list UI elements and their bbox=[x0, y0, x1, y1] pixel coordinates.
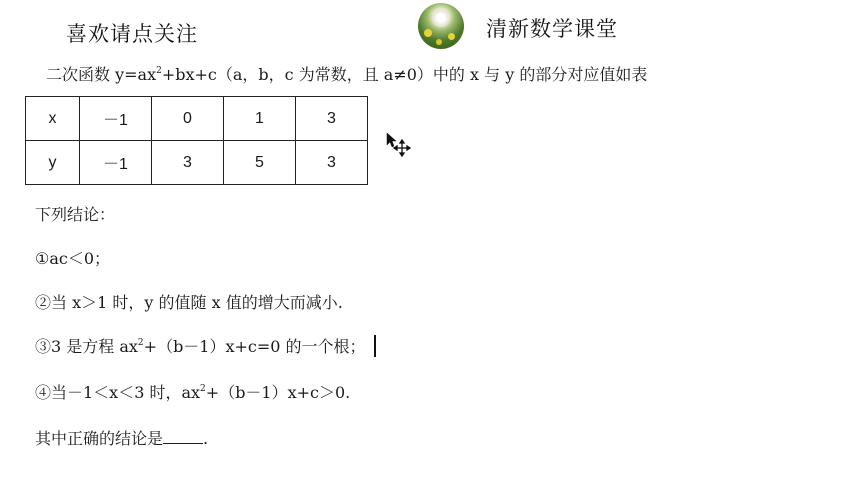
conclusions-intro: 下列结论： bbox=[35, 205, 116, 224]
table-header-cell: x bbox=[26, 97, 80, 141]
follow-prompt: 喜欢请点关注 bbox=[66, 22, 198, 46]
problem-stem bbox=[46, 62, 647, 85]
conclusion-4 bbox=[35, 380, 350, 403]
table-cell: －1 bbox=[80, 141, 152, 185]
stem-text-part2: +bx+c（a，b，c 为常数，且 a≠0）中的 x 与 y 的部分对应值如表 bbox=[161, 65, 648, 84]
conclusion-3-part2: +（b－1）x+c=0 的一个根； bbox=[143, 337, 366, 356]
table-cell: 3 bbox=[296, 97, 368, 141]
table-cell: 5 bbox=[224, 141, 296, 185]
conclusion-2: ②当 x＞1 时，y 的值随 x 值的增大而减小. bbox=[35, 293, 343, 312]
table-row-y bbox=[26, 141, 368, 185]
table-cell: 1 bbox=[224, 97, 296, 141]
conclusion-4-exponent: 2 bbox=[200, 384, 206, 394]
move-cursor-icon bbox=[386, 132, 412, 158]
text-cursor bbox=[374, 335, 376, 357]
value-table bbox=[25, 96, 368, 185]
conclusion-4-part2: +（b－1）x+c＞0. bbox=[205, 383, 351, 402]
dandelion-logo-icon bbox=[418, 3, 464, 49]
table-row-x bbox=[26, 97, 368, 141]
conclusion-4-part1: ④当－1＜x＜3 时，ax bbox=[35, 383, 201, 402]
stem-exponent: 2 bbox=[156, 66, 162, 76]
answer-blank bbox=[163, 429, 203, 444]
conclusion-3 bbox=[35, 334, 376, 357]
stem-text-part1: 二次函数 y=ax bbox=[46, 65, 157, 84]
table-cell: 3 bbox=[296, 141, 368, 185]
channel-name: 清新数学课堂 bbox=[486, 17, 618, 41]
conclusion-1: ①ac＜0； bbox=[35, 249, 111, 268]
table-header-cell: y bbox=[26, 141, 80, 185]
question-end: . bbox=[203, 429, 209, 448]
table-cell: 0 bbox=[152, 97, 224, 141]
conclusion-3-part1: ③3 是方程 ax bbox=[35, 337, 138, 356]
question-text: 其中正确的结论是 bbox=[35, 429, 164, 448]
conclusion-3-exponent: 2 bbox=[137, 338, 144, 348]
question-line bbox=[35, 426, 208, 449]
table-cell: －1 bbox=[80, 97, 152, 141]
table-cell: 3 bbox=[152, 141, 224, 185]
